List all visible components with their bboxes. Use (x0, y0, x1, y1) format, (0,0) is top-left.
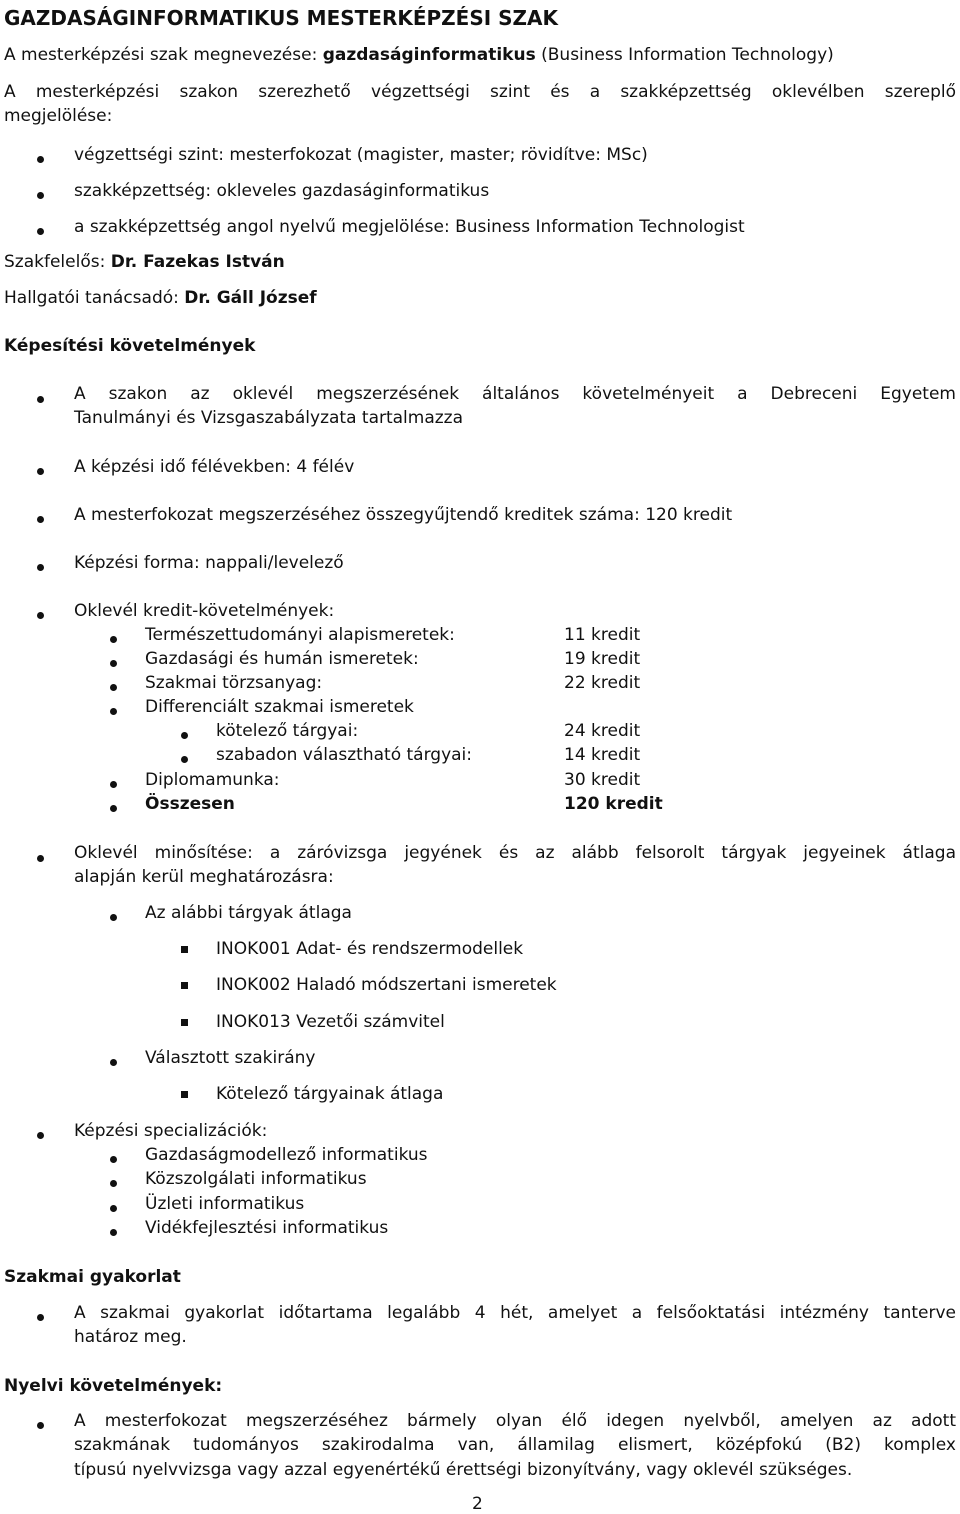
requirements-heading: Képesítési követelmények (4, 336, 256, 356)
specialization-item: Üzleti informatikus (145, 1194, 305, 1214)
credit-row-value: 14 kredit (564, 745, 641, 765)
bullet-icon (110, 1205, 117, 1212)
bullet-icon (37, 1132, 44, 1139)
credit-row-label: kötelező tárgyai: (216, 721, 359, 741)
qualification-intro-line1: A mesterképzési szakon szerezhető végzettségi szint és a szakképzettség oklevélben szereplő (4, 82, 956, 102)
language-heading: Nyelvi követelmények: (4, 1376, 223, 1396)
bullet-icon (37, 1422, 44, 1429)
average-label: Az alábbi tárgyak átlaga (145, 903, 352, 923)
duration-item: A képzési idő félévekben: 4 félév (74, 457, 355, 477)
program-responsible (4, 252, 285, 272)
course-item: INOK002 Haladó módszertani ismeretek (216, 975, 557, 995)
bullet-icon (110, 805, 117, 812)
practice-heading: Szakmai gyakorlat (4, 1267, 181, 1287)
language-line3: típusú nyelvvizsga vagy azzal egyenértékű érettségi bizonyítvány, vagy oklevél szükséges. (74, 1460, 853, 1480)
responsible-label: Szakfelelős: (4, 252, 111, 272)
bullet-icon (181, 756, 188, 763)
credit-row-label: Diplomamunka: (145, 770, 280, 790)
qualification-item: a szakképzettség angol nyelvű megjelölése: Business Information Technologist (74, 217, 745, 237)
qualification-item: végzettségi szint: mesterfokozat (magister, master; rövidítve: MSc) (74, 145, 648, 165)
square-bullet-icon (181, 1091, 188, 1098)
bullet-icon (110, 914, 117, 921)
program-name: gazdaságinformatikus (322, 45, 536, 65)
bullet-icon (110, 708, 117, 715)
program-name-prefix: A mesterképzési szak megnevezése: (4, 45, 323, 65)
diploma-rating-line2: alapján kerül meghatározásra: (74, 867, 334, 887)
page-number: 2 (472, 1494, 483, 1514)
bullet-icon (37, 156, 44, 163)
credit-row-label: szabadon választható tárgyai: (216, 745, 472, 765)
advisor-name: Dr. Gáll József (184, 288, 317, 308)
bullet-icon (37, 516, 44, 523)
language-line1: A mesterfokozat megszerzéséhez bármely olyan élő idegen nyelvből, amelyen az adott (74, 1411, 956, 1431)
square-bullet-icon (181, 1019, 188, 1026)
qualification-intro-line2: megjelölése: (4, 106, 113, 126)
bullet-icon (110, 781, 117, 788)
credit-row-label: Gazdasági és humán ismeretek: (145, 649, 419, 669)
bullet-icon (37, 1314, 44, 1321)
specialization-item: Közszolgálati informatikus (145, 1169, 367, 1189)
specializations-heading: Képzési specializációk: (74, 1121, 268, 1141)
credit-row-label: Természettudományi alapismeretek: (145, 625, 455, 645)
credit-row-value: 30 kredit (564, 770, 641, 790)
credit-total-value: 120 kredit (564, 794, 663, 814)
general-requirements-line1: A szakon az oklevél megszerzésének általános követelményeit a Debreceni Egyetem (74, 384, 956, 404)
qualification-item: szakképzettség: okleveles gazdaságinformatikus (74, 181, 490, 201)
course-item: INOK013 Vezetői számvitel (216, 1012, 445, 1032)
credit-row-label: Differenciált szakmai ismeretek (145, 697, 414, 717)
credit-row-value: 24 kredit (564, 721, 641, 741)
bullet-icon (110, 636, 117, 643)
bullet-icon (110, 1180, 117, 1187)
responsible-name: Dr. Fazekas István (110, 252, 285, 272)
bullet-icon (110, 1156, 117, 1163)
general-requirements-line2: Tanulmányi és Vizsgaszabályzata tartalmazza (74, 408, 464, 428)
bullet-icon (37, 612, 44, 619)
credit-row-value: 11 kredit (564, 625, 641, 645)
bullet-icon (110, 660, 117, 667)
bullet-icon (37, 855, 44, 862)
specialization-label: Választott szakirány (145, 1048, 316, 1068)
student-advisor (4, 288, 317, 308)
language-line2: szakmának tudományos szakirodalma van, államilag elismert, középfokú (B2) komplex (74, 1435, 956, 1455)
bullet-icon (37, 468, 44, 475)
bullet-icon (181, 732, 188, 739)
program-name-english: (Business Information Technology) (535, 45, 834, 65)
square-bullet-icon (181, 982, 188, 989)
credit-row-label: Szakmai törzsanyag: (145, 673, 323, 693)
bullet-icon (37, 564, 44, 571)
bullet-icon (110, 1229, 117, 1236)
bullet-icon (37, 192, 44, 199)
specialization-average-item: Kötelező tárgyainak átlaga (216, 1084, 444, 1104)
specialization-item: Vidékfejlesztési informatikus (145, 1218, 389, 1238)
program-name-line (4, 45, 834, 65)
diploma-rating-line1: Oklevél minősítése: a záróvizsga jegyének és az alább felsorolt tárgyak jegyeinek átlaga (74, 843, 956, 863)
bullet-icon (110, 684, 117, 691)
credit-row-value: 22 kredit (564, 673, 641, 693)
specialization-item: Gazdaságmodellező informatikus (145, 1145, 428, 1165)
credit-total-label: Összesen (145, 794, 235, 814)
course-item: INOK001 Adat- és rendszermodellek (216, 939, 524, 959)
advisor-label: Hallgatói tanácsadó: (4, 288, 185, 308)
form-item: Képzési forma: nappali/levelező (74, 553, 344, 573)
bullet-icon (110, 1059, 117, 1066)
practice-line1: A szakmai gyakorlat időtartama legalább 4 hét, amelyet a felsőoktatási intézmény tanterve (74, 1303, 956, 1323)
square-bullet-icon (181, 946, 188, 953)
bullet-icon (37, 228, 44, 235)
bullet-icon (37, 396, 44, 403)
credit-row-value: 19 kredit (564, 649, 641, 669)
credit-requirements-label: Oklevél kredit-követelmények: (74, 601, 335, 621)
document-title: GAZDASÁGINFORMATIKUS MESTERKÉPZÉSI SZAK (4, 6, 559, 30)
practice-line2: határoz meg. (74, 1327, 187, 1347)
credits-item: A mesterfokozat megszerzéséhez összegyűjtendő kreditek száma: 120 kredit (74, 505, 733, 525)
